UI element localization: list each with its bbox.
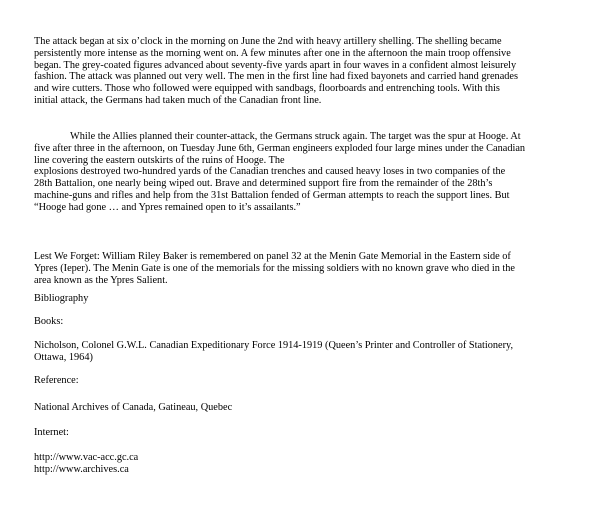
text-line: The attack began at six o’clock in the morning on June the 2nd with heavy artillery shelling. The shelling became [34, 36, 502, 47]
internet-label: Internet: [34, 427, 69, 438]
text-line: Nicholson, Colonel G.W.L. Canadian Expeditionary Force 1914-1919 (Queen’s Printer and Controller of Stationery, [34, 340, 514, 351]
text-line: and wire cutters. Those who followed were equipped with sandbags, floorboards and entrenching tools. With this [34, 83, 500, 95]
text-line: machine-guns and rifles and help from the 31st Battalion fended of German attempts to reach the support lines. But [34, 189, 510, 201]
text-line: began. The grey-coated figures advanced about seventy-five yards apart in four waves in a confident almost leisurely [34, 59, 517, 71]
bibliography-heading: Bibliography [34, 293, 89, 304]
link-vac[interactable]: http://www.vac-acc.gc.ca [34, 452, 139, 463]
text-line: Ypres (Ieper). The Menin Gate is one of the memorials for the missing soldiers with no known grave who died in the [34, 262, 515, 274]
text-line: fashion. The attack was planned out very well. The men in the first line had fixed bayonets and carried hand grenades [34, 71, 518, 83]
reference-citation: National Archives of Canada, Gatineau, Quebec [34, 402, 233, 413]
paragraph-counter-attack [34, 131, 594, 214]
text-line: Ottawa, 1964) [34, 351, 93, 363]
paragraph-lest-we-forget [34, 251, 594, 286]
book-citation [34, 340, 594, 364]
text-line: 28th Battalion, one nearly being wiped out. Brave and determined support fire from the remainder of the 28th’s [34, 178, 493, 190]
text-line: area known as the Ypres Salient. [34, 274, 168, 286]
text-line: Lest We Forget: William Riley Baker is remembered on panel 32 at the Menin Gate Memorial in the Eastern side of [34, 251, 511, 262]
text-line: While the Allies planned their counter-attack, the Germans struck again. The target was the spur at Hooge. At [70, 131, 521, 142]
text-line: five after three in the afternoon, on Tuesday June 6th, German engineers exploded four large mines under the Canadian [34, 142, 526, 154]
books-label: Books: [34, 316, 64, 327]
paragraph-attack [34, 36, 594, 107]
text-line: line covering the eastern outskirts of the ruins of Hooge. The [34, 154, 285, 166]
reference-label: Reference: [34, 375, 79, 386]
text-line: “Hooge had gone … and Ypres remained open to it’s assailants.” [34, 201, 301, 213]
text-line: initial attack, the Germans had taken much of the Canadian front line. [34, 94, 322, 106]
text-line: explosions destroyed two-hundred yards of the Canadian trenches and caused heavy loses in two companies of the [34, 166, 506, 178]
text-line: persistently more intense as the morning went on. A few minutes after one in the afternoon the main troop offensive [34, 47, 511, 59]
internet-links [34, 452, 594, 476]
link-archives[interactable]: http://www.archives.ca [34, 463, 129, 475]
